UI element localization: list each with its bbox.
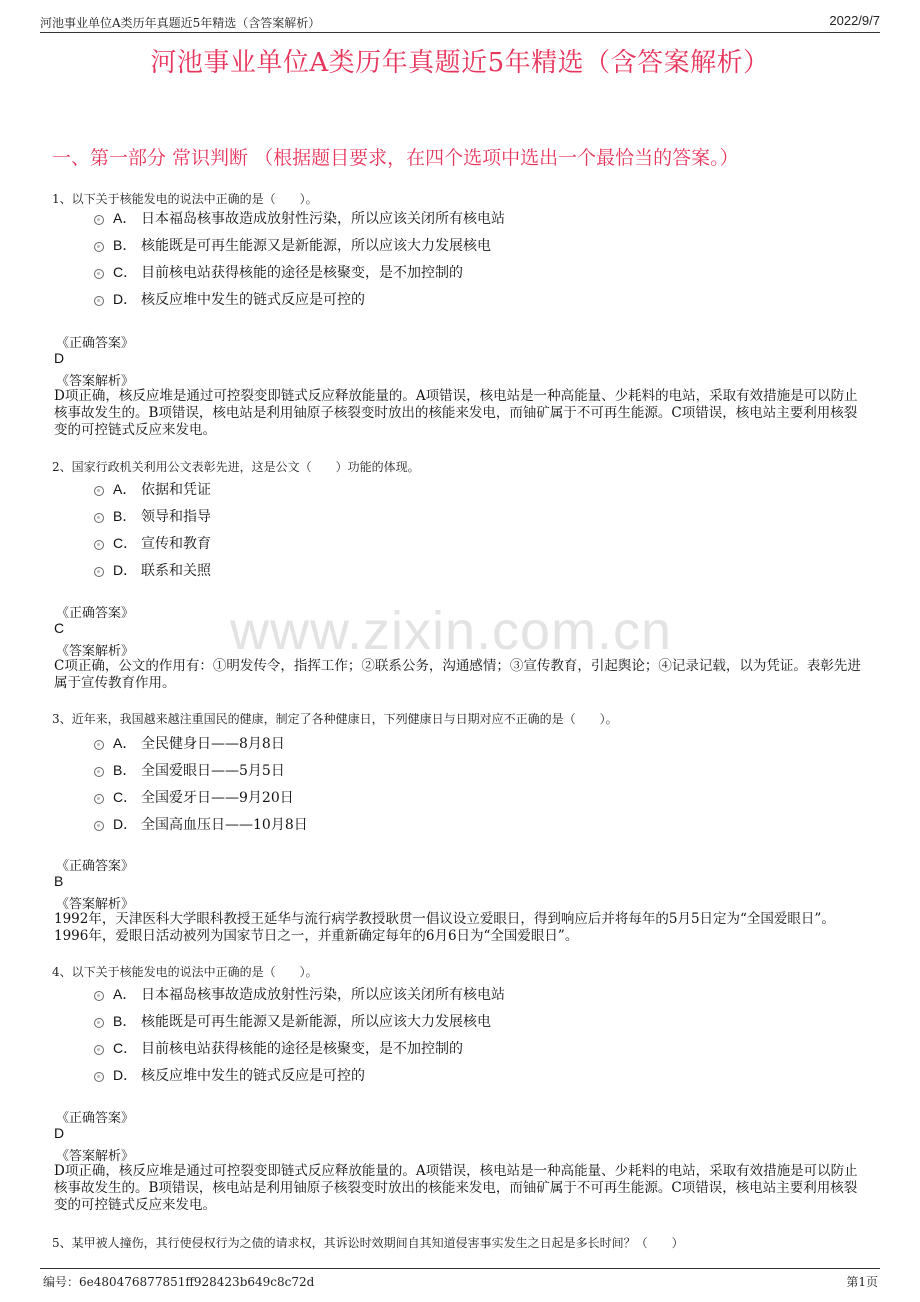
- page-header: [40, 12, 880, 33]
- option-text: 依据和凭证: [141, 482, 211, 498]
- page-number: 第1页: [846, 1275, 878, 1289]
- option-key: D．: [113, 291, 138, 307]
- page-footer: [40, 1268, 880, 1289]
- section-title: 一、第一部分 常识判断 （根据题目要求，在四个选项中选出一个最恰当的答案。）: [52, 147, 739, 169]
- option-text: 核反应堆中发生的链式反应是可控的: [141, 1068, 365, 1084]
- option-text: 宣传和教育: [141, 536, 211, 552]
- question-2-option-a[interactable]: [94, 479, 211, 499]
- question-3-answer: B: [54, 873, 64, 889]
- question-3-explanation: 1992年，天津医科大学眼科教授王延华与流行病学教授耿贯一倡议设立爱眼日，得到响应后并将每年的5月5日定为“全国爱眼日”。1996年，爱眼日活动被列为国家节日之一，并重新确定每年的6月6日为“全国爱眼日”。: [54, 911, 835, 944]
- option-text: 领导和指导: [141, 509, 211, 525]
- document-title: 河池事业单位A类历年真题近5年精选（含答案解析）: [150, 48, 770, 78]
- question-1-option-b[interactable]: [94, 235, 491, 255]
- radio-icon[interactable]: [94, 215, 104, 225]
- answer-label: 《正确答案》: [56, 336, 135, 351]
- question-1-option-a[interactable]: [94, 208, 505, 228]
- option-key: A．: [113, 986, 137, 1002]
- explanation-label: 《答案解析》: [56, 1149, 135, 1164]
- radio-icon[interactable]: [94, 269, 104, 279]
- option-key: A．: [113, 481, 137, 497]
- question-5-stem: 5、某甲被人撞伤，其行使侵权行为之债的请求权，其诉讼时效期间自其知道侵害事实发生之日起是多长时间？（ ）: [52, 1236, 684, 1250]
- question-4-option-a[interactable]: [94, 984, 505, 1004]
- question-4-stem: 4、以下关于核能发电的说法中正确的是（ ）。: [52, 965, 318, 979]
- question-1-stem: 1、以下关于核能发电的说法中正确的是（ ）。: [52, 192, 318, 206]
- option-key: B．: [113, 508, 137, 524]
- option-key: D．: [113, 562, 138, 578]
- radio-icon[interactable]: [94, 767, 104, 777]
- radio-icon[interactable]: [94, 296, 104, 306]
- option-key: B．: [113, 237, 137, 253]
- question-4-option-d[interactable]: [94, 1065, 365, 1085]
- radio-icon[interactable]: [94, 821, 104, 831]
- radio-icon[interactable]: [94, 486, 104, 496]
- option-key: C．: [113, 789, 138, 805]
- radio-icon[interactable]: [94, 740, 104, 750]
- question-1-explanation: D项正确，核反应堆是通过可控裂变即链式反应释放能量的。A项错误，核电站是一种高能量、少耗料的电站，采取有效措施是可以防止核事故发生的。B项错误，核电站是利用铀原子核裂变时放出的核能来发电，而铀矿属于不可再生能源。C项错误，核电站主要利用核裂变的可控链式反应来发电。: [54, 388, 858, 438]
- option-key: A．: [113, 735, 137, 751]
- option-text: 目前核电站获得核能的途径是核聚变，是不加控制的: [141, 1041, 463, 1057]
- radio-icon[interactable]: [94, 513, 104, 523]
- header-date: 2022/9/7: [829, 13, 880, 28]
- answer-label: 《正确答案》: [56, 606, 135, 621]
- question-2-explanation: C项正确，公文的作用有：①明发传令，指挥工作；②联系公务，沟通感情；③宣传教育，引起舆论；④记录记载，以为凭证。表彰先进属于宣传教育作用。: [54, 658, 861, 691]
- option-key: C．: [113, 264, 138, 280]
- option-key: C．: [113, 1040, 138, 1056]
- question-1-option-d[interactable]: [94, 289, 365, 309]
- option-key: B．: [113, 762, 137, 778]
- question-4-option-b[interactable]: [94, 1011, 491, 1031]
- option-text: 核能既是可再生能源又是新能源，所以应该大力发展核电: [141, 1014, 491, 1030]
- option-text: 全国爱眼日——5月5日: [141, 763, 285, 779]
- question-2-option-b[interactable]: [94, 506, 211, 526]
- document-id: 编号：6e480476877851ff928423b649c8c72d: [43, 1275, 315, 1289]
- option-key: B．: [113, 1013, 137, 1029]
- option-text: 核能既是可再生能源又是新能源，所以应该大力发展核电: [141, 238, 491, 254]
- option-text: 全国高血压日——10月8日: [141, 817, 308, 833]
- question-3-option-d[interactable]: [94, 814, 308, 834]
- radio-icon[interactable]: [94, 540, 104, 550]
- question-2-stem: 2、国家行政机关利用公文表彰先进，这是公文（ ）功能的体现。: [52, 460, 420, 474]
- radio-icon[interactable]: [94, 1045, 104, 1055]
- header-document-title: 河池事业单位A类历年真题近5年精选（含答案解析）: [40, 16, 321, 30]
- option-text: 全民健身日——8月8日: [141, 736, 285, 752]
- radio-icon[interactable]: [94, 1072, 104, 1082]
- explanation-label: 《答案解析》: [56, 374, 135, 389]
- option-text: 核反应堆中发生的链式反应是可控的: [141, 292, 365, 308]
- question-3-option-c[interactable]: [94, 787, 294, 807]
- option-text: 联系和关照: [141, 563, 211, 579]
- option-text: 目前核电站获得核能的途径是核聚变，是不加控制的: [141, 265, 463, 281]
- option-key: D．: [113, 1067, 138, 1083]
- question-4-explanation: D项正确，核反应堆是通过可控裂变即链式反应释放能量的。A项错误，核电站是一种高能量、少耗料的电站，采取有效措施是可以防止核事故发生的。B项错误，核电站是利用铀原子核裂变时放出的核能来发电，而铀矿属于不可再生能源。C项错误，核电站主要利用核裂变的可控链式反应来发电。: [54, 1163, 858, 1213]
- question-2-answer: C: [54, 620, 65, 636]
- radio-icon[interactable]: [94, 991, 104, 1001]
- explanation-label: 《答案解析》: [56, 897, 135, 912]
- radio-icon[interactable]: [94, 242, 104, 252]
- option-key: D．: [113, 816, 138, 832]
- question-1-option-c[interactable]: [94, 262, 463, 282]
- question-2-option-d[interactable]: [94, 560, 211, 580]
- watermark: www.zixin.com.cn: [230, 601, 673, 661]
- question-4-answer: D: [54, 1125, 65, 1141]
- explanation-label: 《答案解析》: [56, 644, 135, 659]
- option-key: A．: [113, 210, 137, 226]
- option-text: 日本福岛核事故造成放射性污染，所以应该关闭所有核电站: [141, 211, 505, 227]
- answer-label: 《正确答案》: [56, 1111, 135, 1126]
- option-key: C．: [113, 535, 138, 551]
- question-4-option-c[interactable]: [94, 1038, 463, 1058]
- radio-icon[interactable]: [94, 567, 104, 577]
- radio-icon[interactable]: [94, 1018, 104, 1028]
- option-text: 日本福岛核事故造成放射性污染，所以应该关闭所有核电站: [141, 987, 505, 1003]
- option-text: 全国爱牙日——9月20日: [141, 790, 294, 806]
- question-1-answer: D: [54, 350, 65, 366]
- radio-icon[interactable]: [94, 794, 104, 804]
- question-3-option-a[interactable]: [94, 733, 285, 753]
- question-2-option-c[interactable]: [94, 533, 211, 553]
- answer-label: 《正确答案》: [56, 859, 135, 874]
- question-3-stem: 3、近年来，我国越来越注重国民的健康，制定了各种健康日，下列健康日与日期对应不正确的是（ ）。: [52, 712, 618, 726]
- question-3-option-b[interactable]: [94, 760, 285, 780]
